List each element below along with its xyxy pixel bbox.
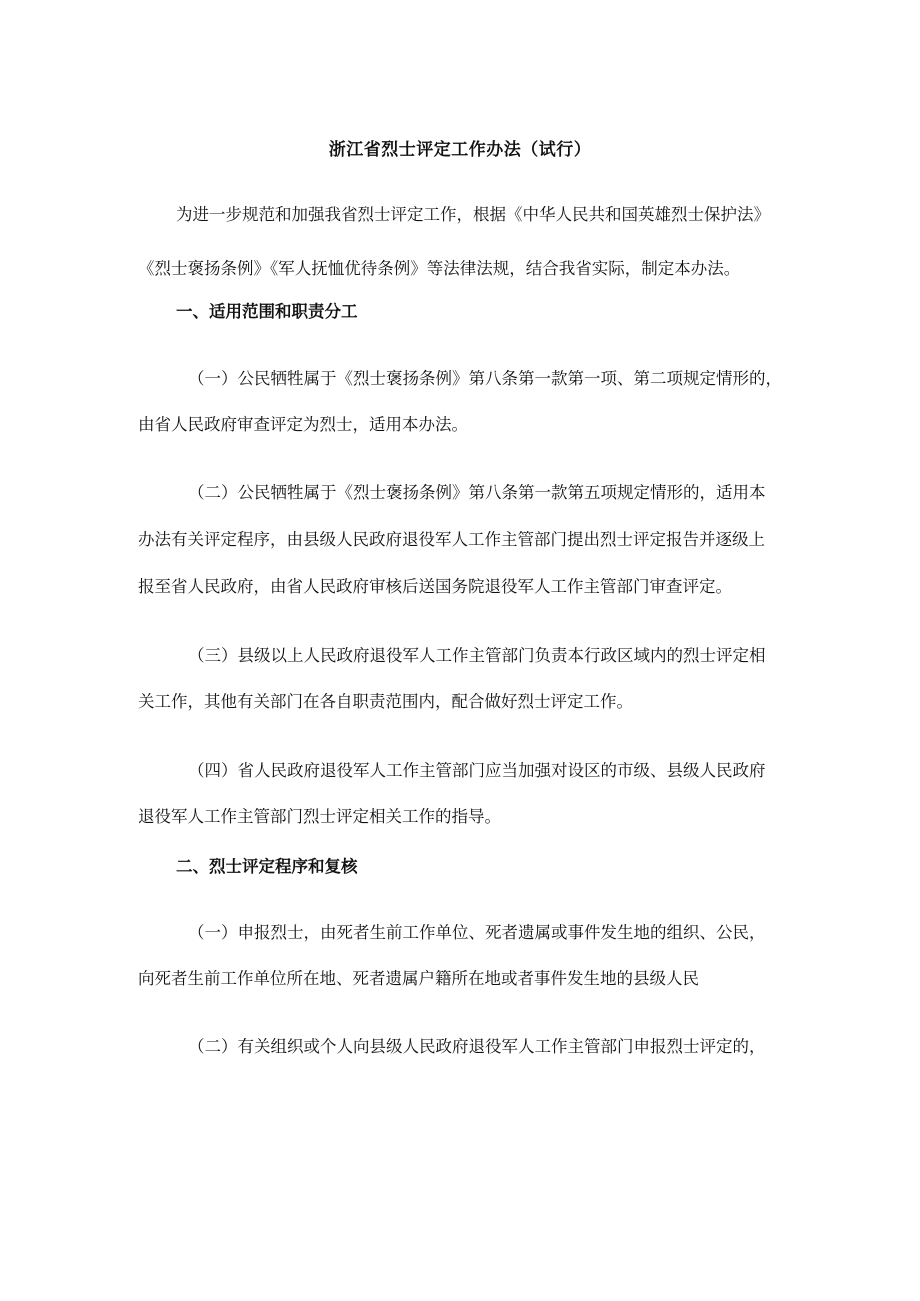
document-title: 浙江省烈士评定工作办法（试行） <box>328 140 592 160</box>
section-1-heading: 一、适用范围和职责分工 <box>176 302 358 321</box>
section-2-heading: 二、烈士评定程序和复核 <box>176 857 358 876</box>
section-1-item-1-line-2: 由省人民政府审查评定为烈士，适用本办法。 <box>138 415 468 434</box>
section-1-item-3-line-1: （三）县级以上人民政府退役军人工作主管部门负责本行政区域内的烈士评定相 <box>188 646 766 665</box>
section-1-item-4-line-2: 退役军人工作主管部门烈士评定相关工作的指导。 <box>138 807 501 826</box>
section-2-item-2-line-1: （二）有关组织或个人向县级人民政府退役军人工作主管部门申报烈士评定的， <box>188 1037 766 1056</box>
section-1-item-1-line-1: （一）公民牺牲属于《烈士褒扬条例》第八条第一款第一项、第二项规定情形的， <box>188 369 782 388</box>
section-2-item-1-line-1: （一）申报烈士，由死者生前工作单位、死者遗属或事件发生地的组织、公民， <box>188 923 766 942</box>
intro-line-1: 为进一步规范和加强我省烈士评定工作，根据《中华人民共和国英雄烈士保护法》 <box>176 205 770 224</box>
section-1-item-2-line-2: 办法有关评定程序，由县级人民政府退役军人工作主管部门提出烈士评定报告并逐级上 <box>138 530 765 549</box>
intro-line-2: 《烈士褒扬条例》《军人抚恤优待条例》等法律法规，结合我省实际，制定本办法。 <box>138 259 741 278</box>
section-1-item-2-line-3: 报至省人民政府，由省人民政府审核后送国务院退役军人工作主管部门审查评定。 <box>138 577 732 596</box>
section-1-item-2-line-1: （二）公民牺牲属于《烈士褒扬条例》第八条第一款第五项规定情形的，适用本 <box>188 483 766 502</box>
section-1-item-3-line-2: 关工作，其他有关部门在各自职责范围内，配合做好烈士评定工作。 <box>138 692 633 711</box>
section-2-item-1-line-2: 向死者生前工作单位所在地、死者遗属户籍所在地或者事件发生地的县级人民 <box>138 969 699 988</box>
section-1-item-4-line-1: （四）省人民政府退役军人工作主管部门应当加强对设区的市级、县级人民政府 <box>188 761 766 780</box>
